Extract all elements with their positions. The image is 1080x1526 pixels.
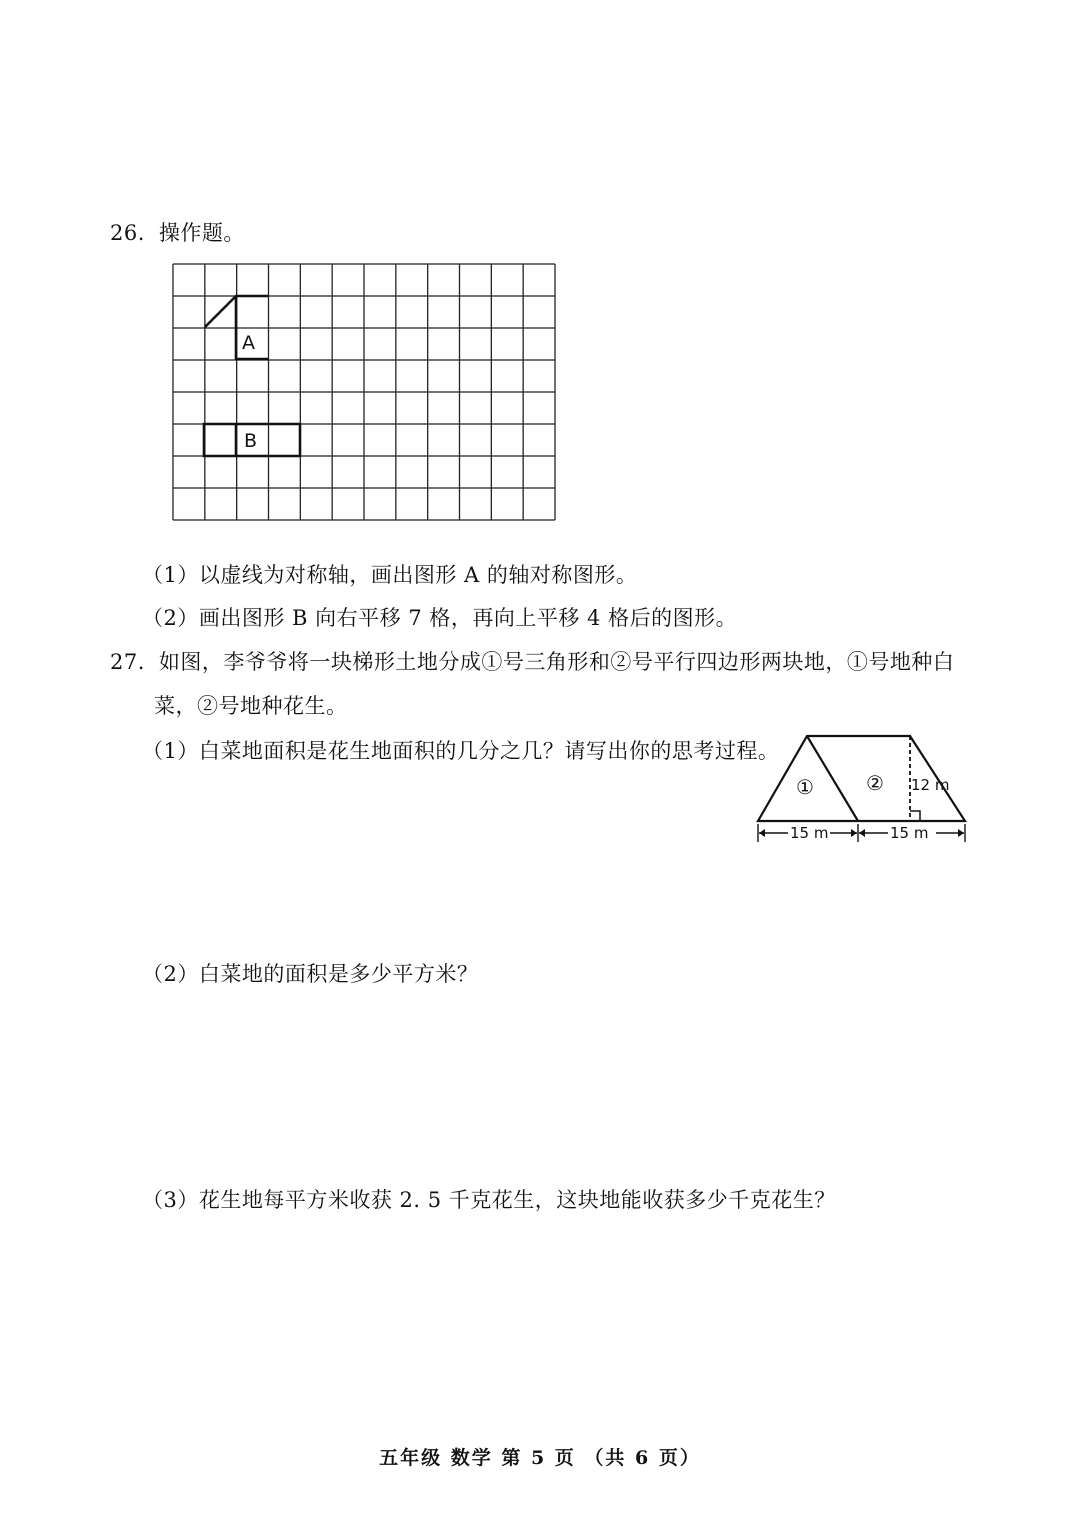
divider-line — [807, 736, 858, 821]
height-label: 12 m — [911, 776, 950, 794]
q27-stem-text1: 如图，李爷爷将一块梯形土地分成①号三角形和②号平行四边形两块地，①号地种白 — [158, 650, 955, 674]
q26-grid-svg — [172, 263, 556, 521]
q27-stem-line1 — [110, 648, 954, 676]
q26-title: 操作题。 — [158, 221, 245, 245]
trapezoid-svg — [752, 732, 974, 850]
region-2-label: ② — [866, 771, 884, 795]
shape-b-label: B — [244, 430, 258, 452]
arrowhead-1r — [851, 829, 857, 837]
q26-sub1: （1）以虚线为对称轴，画出图形 A 的轴对称图形。 — [142, 563, 638, 587]
q27-stem-line2: 菜，②号地种花生。 — [154, 694, 348, 718]
arrowhead-2r — [958, 829, 964, 837]
shape-a-label: A — [242, 332, 255, 354]
q26-number: 26. — [110, 221, 145, 245]
q26-grid-figure — [172, 263, 556, 521]
q27-number: 27. — [110, 650, 145, 674]
q27-trapezoid-figure — [752, 732, 974, 850]
q27-sub3: （3）花生地每平方米收获 2. 5 千克花生，这块地能收获多少千克花生？ — [142, 1188, 836, 1212]
q26-heading — [110, 219, 245, 247]
base2-label: 15 m — [890, 824, 929, 842]
base1-label: 15 m — [790, 824, 829, 842]
region-1-label: ① — [796, 775, 814, 799]
arrowhead-1l — [759, 829, 765, 837]
right-angle-mark — [910, 811, 920, 821]
page-footer: 五年级 数学 第 5 页 （共 6 页） — [379, 1447, 701, 1469]
q27-sub1: （1）白菜地面积是花生地面积的几分之几？请写出你的思考过程。 — [142, 739, 780, 763]
q26-sub2: （2）画出图形 B 向右平移 7 格，再向上平移 4 格后的图形。 — [142, 606, 738, 630]
q27-sub2: （2）白菜地的面积是多少平方米？ — [142, 962, 479, 986]
arrowhead-2l — [859, 829, 865, 837]
